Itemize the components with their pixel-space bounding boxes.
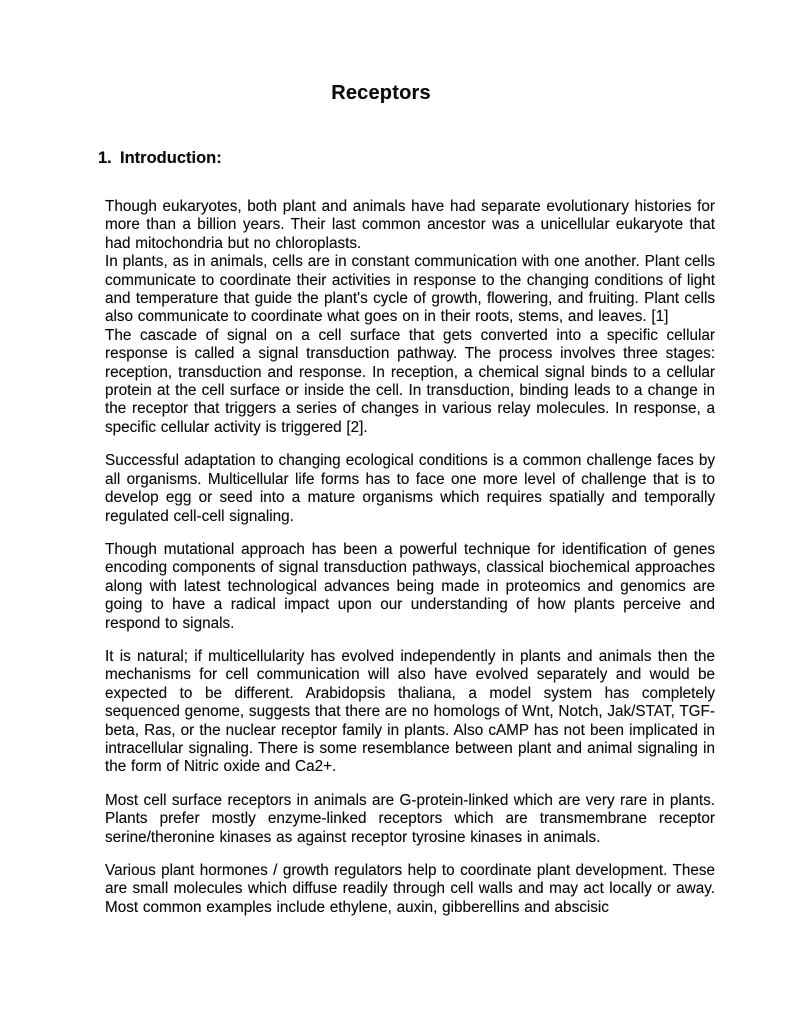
paragraph: Successful adaptation to changing ecological conditions is a common challenge faces by all organisms. Multicellular life forms has to face one more level of challenge that is to develop egg or seed into a mature organisms which requires spatially and temporally regulated cell-cell signaling. bbox=[105, 452, 715, 525]
section-heading bbox=[98, 149, 222, 168]
paragraph: Though eukaryotes, both plant and animals have had separate evolutionary histories for more than a billion years. Their last common ancestor was a unicellular eukaryote that had mitochondria but no chloroplasts. bbox=[105, 198, 715, 252]
document-title: Receptors bbox=[331, 82, 431, 104]
section-title: Introduction: bbox=[120, 149, 222, 167]
paragraph: In plants, as in animals, cells are in constant communication with one another. Plant cells communicate to coordinate their activities in response to the changing conditions of light and temperature that guide the plant's cycle of growth, flowering, and fruiting. Plant cells also communicate to coordinate what goes on in their roots, stems, and leaves. [1] bbox=[105, 253, 715, 326]
document-body bbox=[105, 198, 715, 917]
paragraph: It is natural; if multicellularity has evolved independently in plants and animals then the mechanisms for cell communication will also have evolved separately and would be expected to be different. Arabidopsis thaliana, a model system has completely sequenced genome, suggests that there are no homologs of Wnt, Notch, Jak/STAT, TGF-beta, Ras, or the nuclear receptor family in plants. Also cAMP has not been implicated in intracellular signaling. There is some resemblance between plant and animal signaling in the form of Nitric oxide and Ca2+. bbox=[105, 647, 715, 776]
paragraph: Most cell surface receptors in animals are G-protein-linked which are very rare in plants. Plants prefer mostly enzyme-linked receptors which are transmembrane receptor serine/theronine kinases as against receptor tyrosine kinases in animals. bbox=[105, 791, 715, 846]
paragraph-group bbox=[105, 198, 715, 437]
paragraph: Various plant hormones / growth regulators help to coordinate plant development. These are small molecules which diffuse readily through cell walls and may act locally or away. Most common examples include ethylene, auxin, gibberellins and abscisic bbox=[105, 862, 715, 916]
section-number: 1. bbox=[98, 149, 112, 167]
paragraph: Though mutational approach has been a powerful technique for identification of genes encoding components of signal transduction pathways, classical biochemical approaches along with latest technological advances being made in proteomics and genomics are going to have a radical impact upon our understanding of how plants perceive and respond to signals. bbox=[105, 540, 715, 632]
paragraph: The cascade of signal on a cell surface that gets converted into a specific cellular response is called a signal transduction pathway. The process involves three stages: reception, transduction and response. In reception, a chemical signal binds to a cellular protein at the cell surface or inside the cell. In transduction, binding leads to a change in the receptor that triggers a series of changes in various relay molecules. In response, a specific cellular activity is triggered [2]. bbox=[105, 326, 715, 436]
